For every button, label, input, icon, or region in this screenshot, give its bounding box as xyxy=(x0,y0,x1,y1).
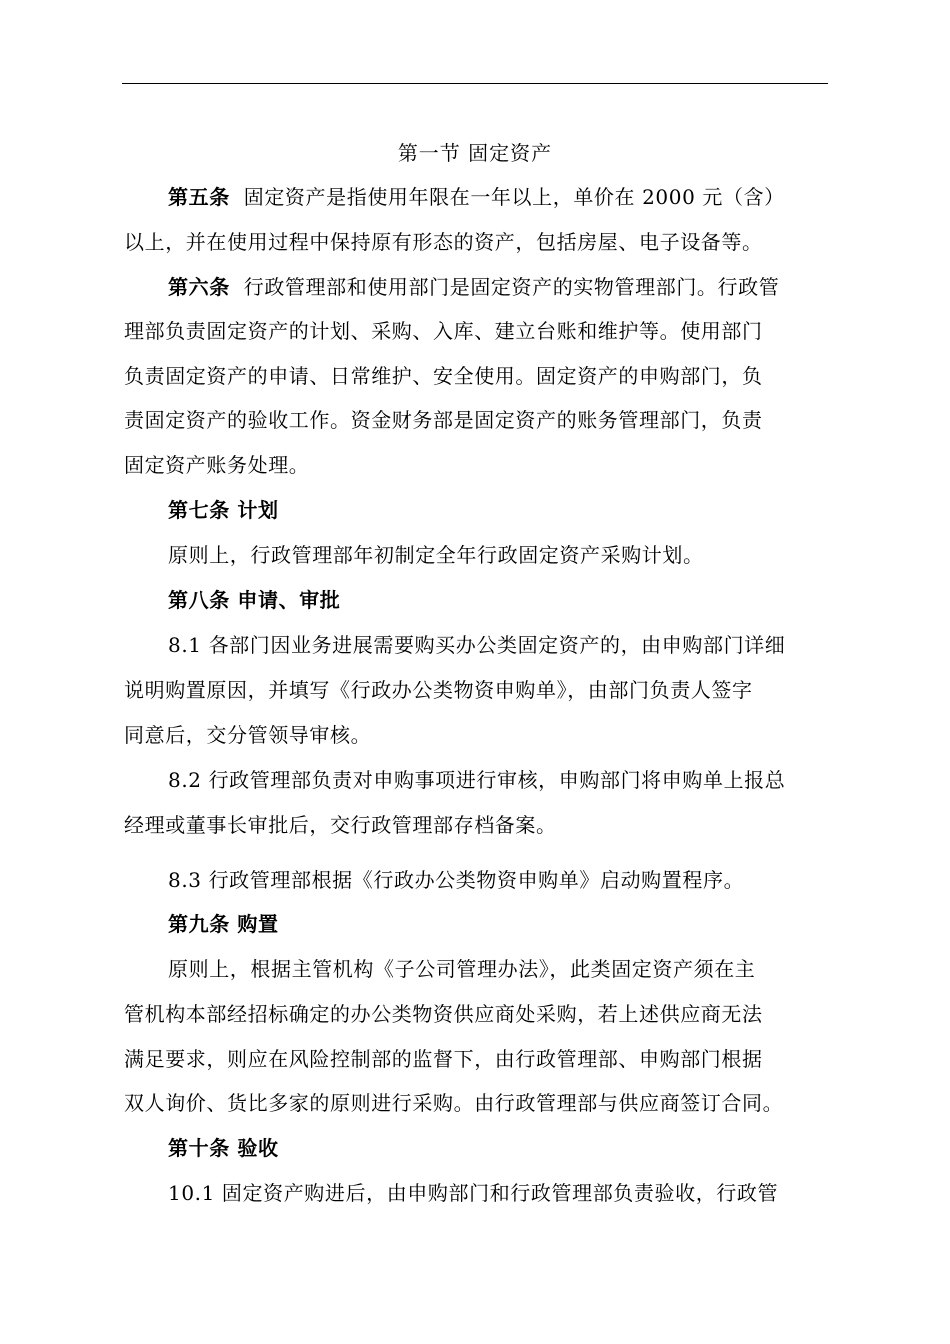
article-9-line-3: 满足要求，则应在风险控制部的监督下，由行政管理部、申购部门根据 xyxy=(124,1047,763,1071)
article-10-line-1: 10.1 固定资产购进后，由申购部门和行政管理部负责验收，行政管 xyxy=(168,1181,779,1205)
article-7-heading: 第七条 计划 xyxy=(168,498,279,522)
article-8-1-line-1: 8.1 各部门因业务进展需要购买办公类固定资产的，由申购部门详细 xyxy=(168,633,786,657)
article-9-line-4: 双人询价、货比多家的原则进行采购。由行政管理部与供应商签订合同。 xyxy=(124,1091,784,1115)
article-7-line-1: 原则上，行政管理部年初制定全年行政固定资产采购计划。 xyxy=(168,543,704,567)
article-6-line-2: 理部负责固定资产的计划、采购、入库、建立台账和维护等。使用部门 xyxy=(124,319,763,343)
section-title: 第一节 固定资产 xyxy=(397,141,553,165)
article-9-line-2: 管机构本部经招标确定的办公类物资供应商处采购，若上述供应商无法 xyxy=(124,1002,763,1026)
article-9-line-1: 原则上，根据主管机构《子公司管理办法》，此类固定资产须在主 xyxy=(168,957,756,981)
article-8-3-line-1: 8.3 行政管理部根据《行政办公类物资申购单》启动购置程序。 xyxy=(168,868,745,892)
article-8-heading: 第八条 申请、审批 xyxy=(168,588,341,612)
article-8-1-line-3: 同意后，交分管领导审核。 xyxy=(124,723,372,747)
article-8-2-line-2: 经理或董事长审批后，交行政管理部存档备案。 xyxy=(124,813,557,837)
article-5-line-1: 第五条 固定资产是指使用年限在一年以上，单价在 2000 元（含） xyxy=(168,185,785,209)
article-6-line-4: 责固定资产的验收工作。资金财务部是固定资产的账务管理部门，负责 xyxy=(124,408,763,432)
article-6-label: 第六条 xyxy=(168,275,230,299)
article-8-2-line-1: 8.2 行政管理部负责对申购事项进行审核，申购部门将申购单上报总 xyxy=(168,768,786,792)
article-10-heading: 第十条 验收 xyxy=(168,1136,279,1160)
article-5-label: 第五条 xyxy=(168,185,230,209)
article-8-1-line-2: 说明购置原因，并填写《行政办公类物资申购单》，由部门负责人签字 xyxy=(124,678,753,702)
article-9-heading: 第九条 购置 xyxy=(168,912,279,936)
article-6-line-3: 负责固定资产的申请、日常维护、安全使用。固定资产的申购部门，负 xyxy=(124,364,763,388)
article-6-line-5: 固定资产账务处理。 xyxy=(124,453,310,477)
header-rule xyxy=(122,83,828,84)
article-5-line-2: 以上，并在使用过程中保持原有形态的资产，包括房屋、电子设备等。 xyxy=(124,230,763,254)
article-6-line-1: 第六条 行政管理部和使用部门是固定资产的实物管理部门。行政管 xyxy=(168,275,780,299)
